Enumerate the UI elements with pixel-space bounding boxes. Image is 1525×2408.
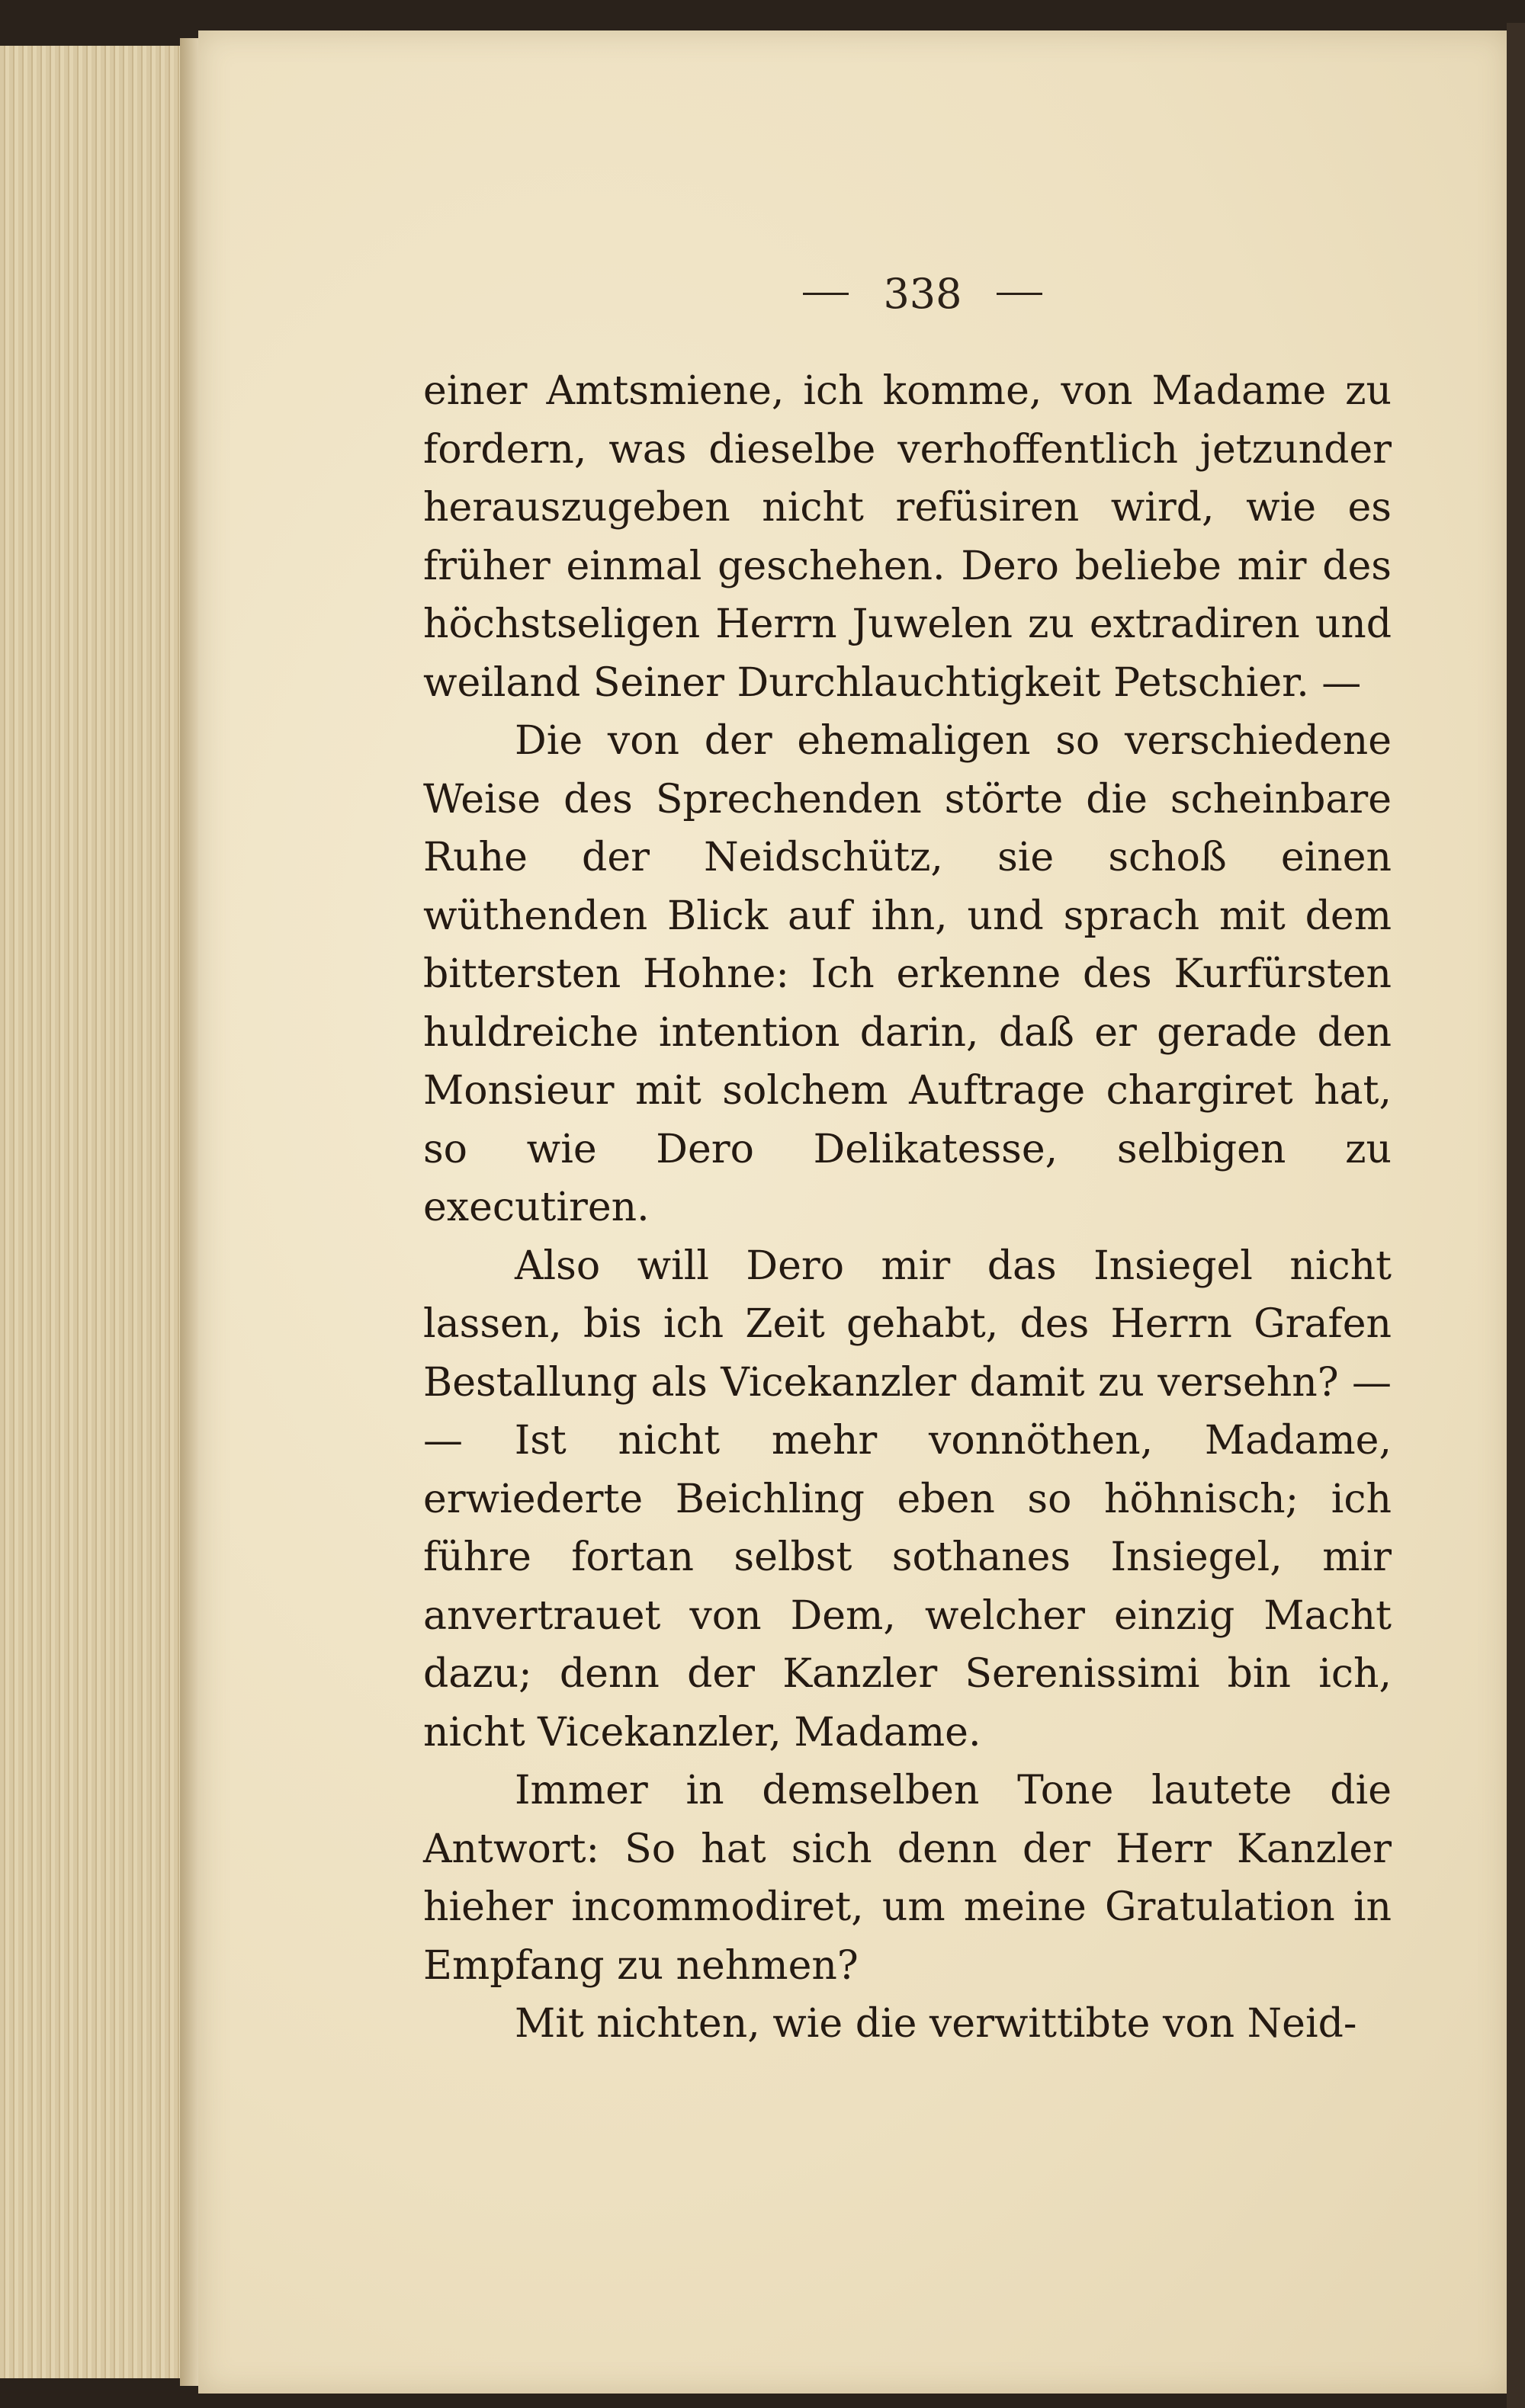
paragraph-5: Mit nichten, wie die verwittibte von Neid- [515,2001,1357,2047]
body-text [423,362,1392,2054]
page-right-edge [1507,23,1525,2408]
page-number: 338 [883,269,962,318]
header-dash-right [997,293,1042,295]
paragraph-2: Die von der ehemaligen so verschiedene Weise des Sprechenden störte die scheinbare Ruhe der Neidschütz, sie schoß einen wüthenden Blick auf ihn, und sprach mit dem bittersten Hohne: Ich erkenne des Kurfürsten huldreiche intention darin, daß er gerade den Monsieur mit solchem Auftrage chargiret hat, so wie Dero Delikatesse, selbigen zu executiren. [423,718,1392,1230]
paragraph-3: Also will Dero mir das Insiegel nicht lassen, bis ich Zeit gehabt, des Herrn Grafen Bestallung als Vicekanzler damit zu versehn? — — Ist nicht mehr vonnöthen, Madame, erwiederte Beichling eben so höhnisch; ich führe fortan selbst sothanes Insiegel, mir anvertrauet von Dem, welcher einzig Macht dazu; denn der Kanzler Serenissimi bin ich, nicht Vicekanzler, Madame. [423,1242,1392,1755]
page-edges [0,46,186,2378]
header-dash-left [803,293,849,295]
paragraph-1: einer Amtsmiene, ich komme, von Madame zu fordern, was dieselbe verhoffentlich jetzunder herauszugeben nicht refüsiren wird, wie es früher einmal geschehen. Dero beliebe mir des höchstseligen Herrn Juwelen zu extradiren und weiland Seiner Durchlauchtigkeit Petschier. — [423,368,1392,706]
page-header [762,263,1083,324]
paragraph-4: Immer in demselben Tone lautete die Antwort: So hat sich denn der Herr Kanzler hieher incommodiret, um meine Gratulation in Empfang zu nehmen? [423,1768,1392,1989]
